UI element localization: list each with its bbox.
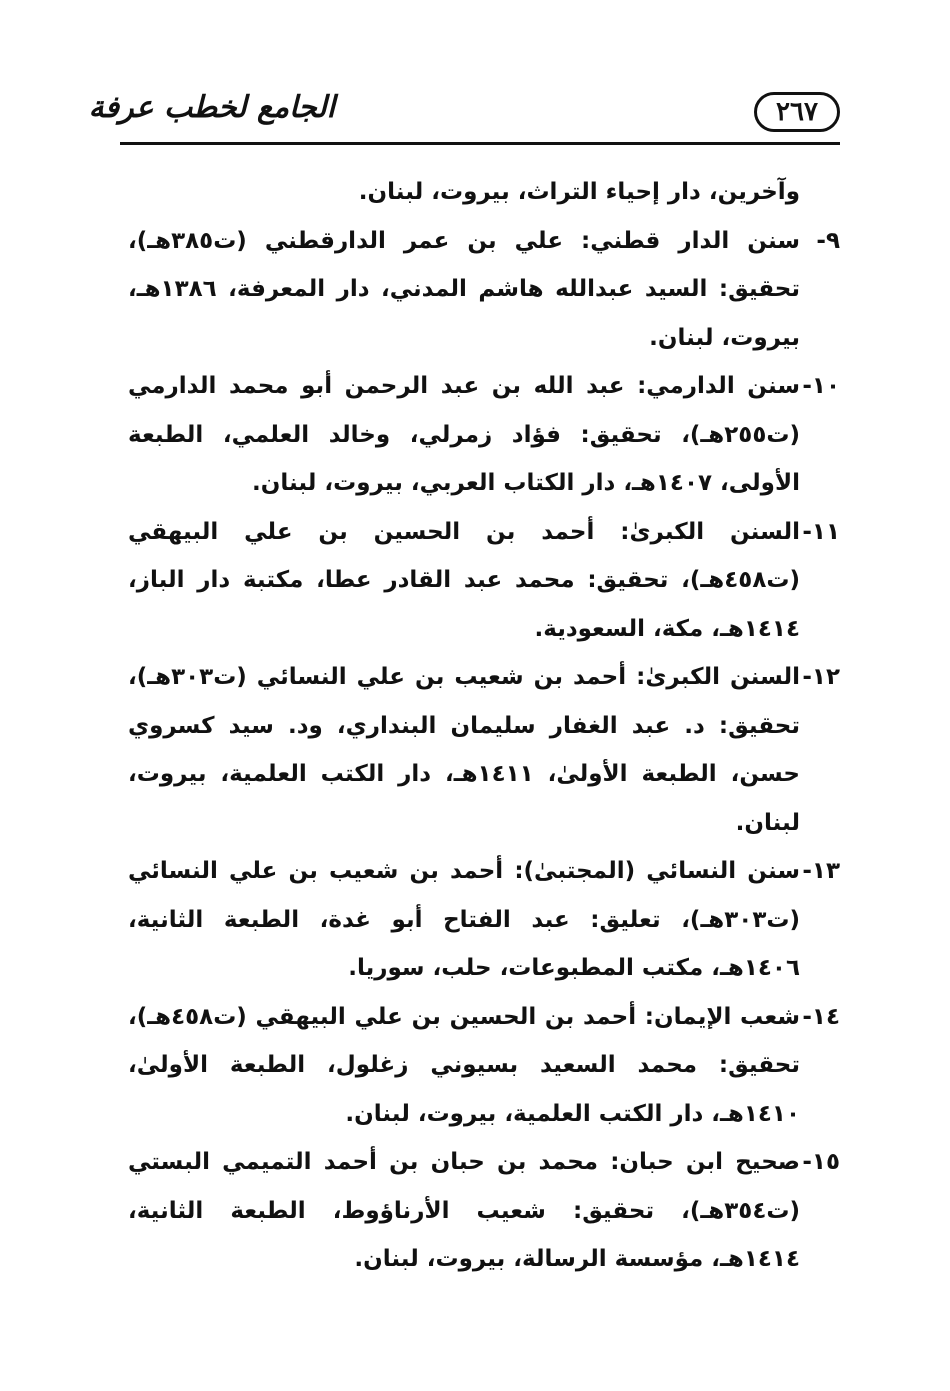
entry-number: ١٠- <box>802 373 840 399</box>
bibliography-entry-13 <box>128 847 840 993</box>
bibliography-entry-12 <box>128 653 840 847</box>
bibliography-list <box>128 168 840 1284</box>
entry-text: سنن النسائي (المجتبىٰ): أحمد بن شعيب بن علي النسائي (ت٣٠٣هـ)، تعليق: عبد الفتاح أبو غدة، الطبعة الثانية، ١٤٠٦هـ، مكتب المطبوعات، حلب، سوريا. <box>128 858 800 981</box>
entry-number: ١٥- <box>802 1149 840 1175</box>
header-divider <box>120 142 840 145</box>
entry-text: شعب الإيمان: أحمد بن الحسين بن علي البيهقي (ت٤٥٨هـ)، تحقيق: محمد السعيد بسيوني زغلول، الطبعة الأولىٰ، ١٤١٠هـ، دار الكتب العلمية، بيروت، لبنان. <box>128 1003 800 1127</box>
entry-text: السنن الكبرىٰ: أحمد بن شعيب بن علي النسائي (ت٣٠٣هـ)، تحقيق: د. عبد الغفار سليمان البنداري، ود. سيد كسروي حسن، الطبعة الأولىٰ، ١٤١١هـ، دار الكتب العلمية، بيروت، لبنان. <box>128 664 800 836</box>
entry-number: ١٤- <box>802 1003 840 1030</box>
book-title-calligraphy: الجامع لخطب عرفة <box>88 90 335 125</box>
entry-text: سنن الدارمي: عبد الله بن عبد الرحمن أبو محمد الدارمي (ت٢٥٥هـ)، تحقيق: فؤاد زمرلي، وخالد العلمي، الطبعة الأولى، ١٤٠٧هـ، دار الكتاب العربي، بيروت، لبنان. <box>128 373 800 496</box>
bibliography-entry-9 <box>128 217 840 363</box>
continuation-line: وآخرين، دار إحياء التراث، بيروت، لبنان. <box>358 179 800 205</box>
entry-text: سنن الدار قطني: علي بن عمر الدارقطني (ت٣٨٥هـ)، تحقيق: السيد عبدالله هاشم المدني، دار المعرفة، ١٣٨٦هـ، بيروت، لبنان. <box>128 227 800 351</box>
bibliography-entry-15 <box>128 1138 840 1284</box>
page-number: ٢٦٧ <box>776 97 818 127</box>
entry-number: ١١- <box>802 518 840 545</box>
bibliography-entry-14 <box>128 993 840 1139</box>
entry-number: ١٣- <box>802 858 840 884</box>
entry-text: السنن الكبرىٰ: أحمد بن الحسين بن علي البيهقي (ت٤٥٨هـ)، تحقيق: محمد عبد القادر عطا، مكتبة دار الباز، ١٤١٤هـ، مكة، السعودية. <box>128 518 800 642</box>
bibliography-entry-11 <box>128 508 840 654</box>
entry-number: ٩- <box>816 227 840 254</box>
page-number-badge <box>754 92 840 132</box>
entry-text: صحيح ابن حبان: محمد بن حبان بن أحمد التميمي البستي (ت٣٥٤هـ)، تحقيق: شعيب الأرناؤوط، الطبعة الثانية، ١٤١٤هـ، مؤسسة الرسالة، بيروت، لبنان. <box>128 1149 800 1272</box>
bibliography-entry-10 <box>128 362 840 508</box>
page-header <box>88 88 840 150</box>
entry-number: ١٢- <box>802 664 840 690</box>
